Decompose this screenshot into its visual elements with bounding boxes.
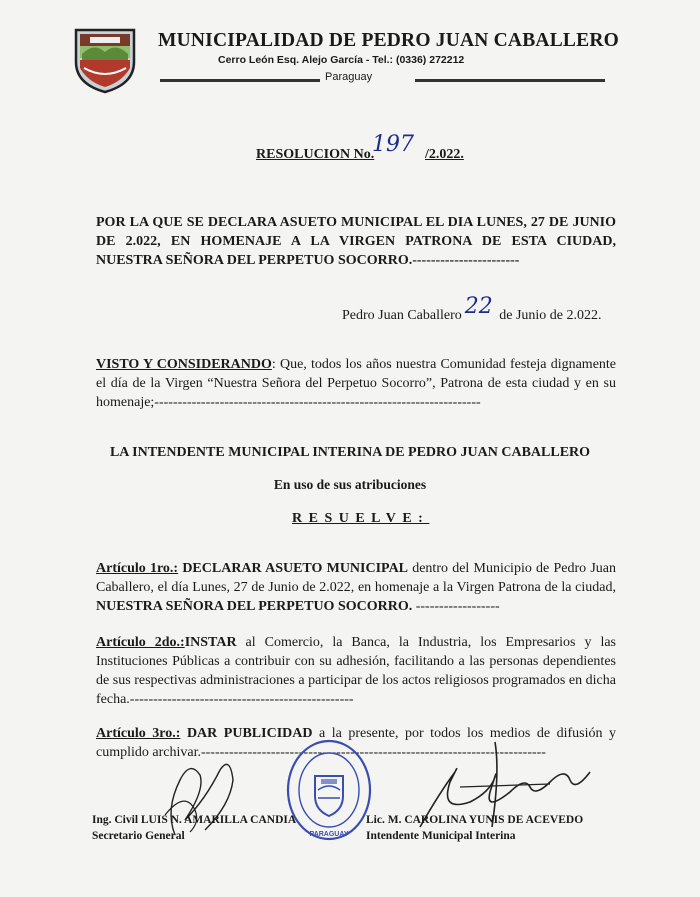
declaration-heading: POR LA QUE SE DECLARA ASUETO MUNICIPAL EL DIA LUNES, 27 DE JUNIO DE 2.022, EN HOMENAJE A LA VIRGEN PATRONA DE ESTA CIUDAD, NUESTRA SEÑORA DEL PERPETUO SOCORRO.-----------------------: [96, 215, 616, 268]
intendente-signer-block: [366, 812, 583, 844]
article-bold-lead: DECLARAR ASUETO MUNICIPAL: [178, 561, 409, 576]
article-label: Artículo 3ro.:: [96, 726, 181, 741]
visto-paragraph: [96, 355, 616, 412]
header-rule-left: [160, 79, 320, 82]
article-bold-tail: NUESTRA SEÑORA DEL PERPETUO SOCORRO.: [96, 599, 413, 614]
article-label: Artículo 1ro.:: [96, 561, 179, 576]
municipality-title: MUNICIPALIDAD DE PEDRO JUAN CABALLERO: [158, 30, 619, 51]
article-text: dentro del Municipio de Pedro Juan Caballero, el día Lunes, 27 de Junio de 2.022, en homenaje a la Virgen Patrona de la ciudad,: [96, 561, 616, 595]
article-text: al Comercio, la Banca, la Industria, los Empresarios y las Instituciones Públicas a contribuir con su adhesión, facilitando a las personas dependientes de sus respectivas administraciones a participar de los actos religiosos programados en dicha fecha.------------------------------------------------: [96, 635, 616, 707]
article-1: [96, 559, 616, 616]
date-place: Pedro Juan Caballero: [342, 308, 462, 323]
secretary-signer-block: [92, 812, 296, 844]
intendente-role: Intendente Municipal Interina: [366, 830, 516, 842]
resolution-label: RESOLUCION No.: [256, 147, 375, 162]
article-2: [96, 633, 616, 709]
municipal-crest-icon: [72, 24, 138, 94]
article-bold-lead: DAR PUBLICIDAD: [180, 726, 313, 741]
article-label: Artículo 2do.:: [96, 635, 185, 650]
article-bold-lead: INSTAR: [184, 635, 237, 650]
resolution-year: /2.022.: [425, 147, 464, 162]
country-label: Paraguay: [325, 71, 373, 83]
date-day-handwritten: 22: [464, 294, 493, 319]
authority-heading: LA INTENDENTE MUNICIPAL INTERINA DE PEDRO JUAN CABALLERO: [109, 445, 591, 460]
visto-text: : Que, todos los años nuestra Comunidad festeja dignamente el día de la Virgen “Nuestra Señora del Perpetuo Socorro”, Patrona de esta ciudad y en su homenaje;----------------------------------------------------------------------: [96, 357, 617, 410]
municipality-address: Cerro León Esq. Alejo García - Tel.: (0336) 272212: [218, 54, 465, 66]
secretary-name: Ing. Civil LUIS N. AMARILLA CANDIA: [92, 814, 297, 826]
article-text-end: ------------------: [412, 599, 500, 614]
atribuciones-line: En uso de sus atribuciones: [273, 477, 427, 492]
date-line: [342, 294, 602, 324]
secretary-role: Secretario General: [92, 830, 185, 842]
stamp-bottom-text: PARAGUAY: [309, 831, 349, 838]
intendente-name: Lic. M. CAROLINA YUNIS DE ACEVEDO: [366, 814, 584, 826]
header-rule-right: [415, 79, 605, 82]
official-stamp-icon: [285, 738, 373, 842]
date-rest: de Junio de 2.022.: [499, 308, 602, 323]
article-text: a la presente, por todos los medios de difusión y cumplido archivar.--------------------------------------------------------------------------: [96, 726, 617, 760]
resolution-number-handwritten: 197: [372, 132, 414, 157]
resuelve-heading: RESUELVE:: [292, 511, 430, 526]
visto-label: VISTO Y CONSIDERANDO: [96, 357, 272, 372]
